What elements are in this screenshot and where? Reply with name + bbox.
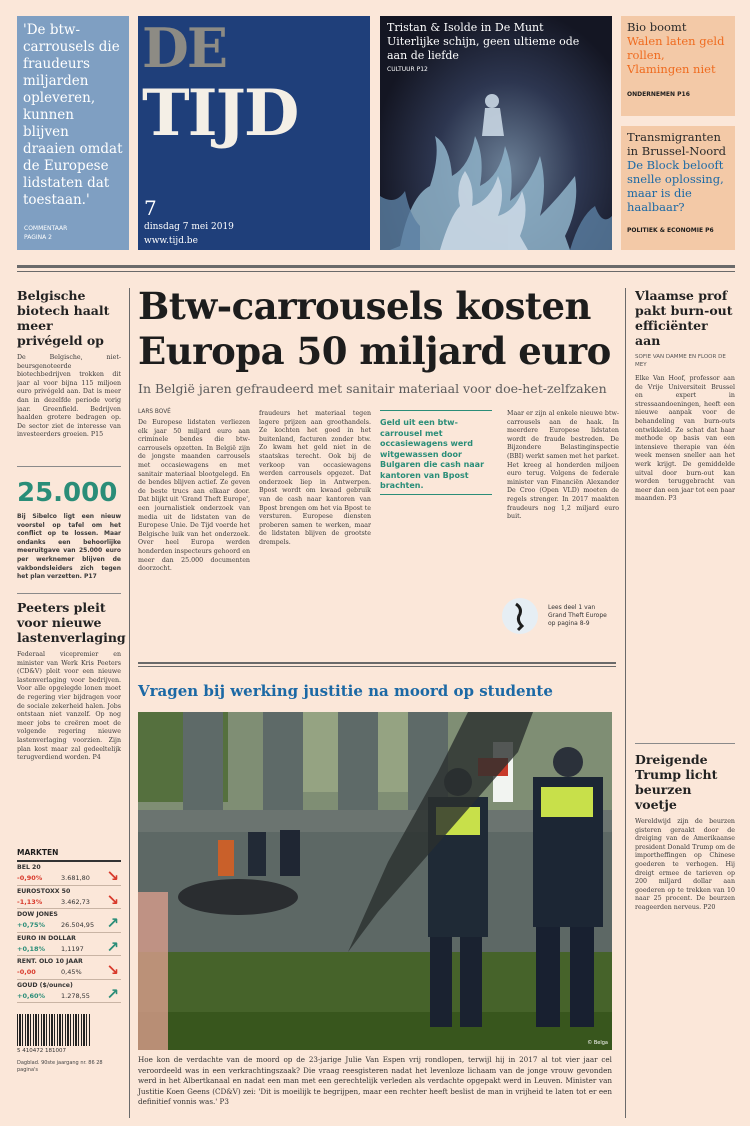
callout-rule-top [380, 410, 492, 411]
burnout-headline[interactable]: Vlaamse prof pakt burn-out efficiënter aan [635, 288, 733, 348]
mid-divider [138, 662, 616, 664]
police-canal-scene [138, 712, 612, 1050]
column-divider-right [625, 288, 626, 1118]
promo-transmigranten-subheadline: De Block belooft snelle oplossing, maar is die haalbaar? [627, 158, 724, 214]
masthead-url[interactable]: www.tijd.be [144, 236, 198, 246]
market-row[interactable] [17, 909, 121, 933]
promo-transmigranten-section: POLITIEK & ECONOMIE P6 [627, 227, 714, 234]
lead-column-1: De Europese lidstaten verliezen elk jaar 50 miljard euro aan criminele bendes die btw-carrousels opzetten. In België zijn de jongste maanden carrousels met occasiewagens en met sanitair materiaal blootgelegd. En de bendes blijven actief. Ze geven de beste trucs aan elkaar door. Dat blijkt uit 'Grand Theft Europe', een journalistiek onderzoek van media uit de lidstaten van de Europese Unie. De Tijd voerde het Belgische luik van het onderzoek. Over heel Europa werden honderden inspecteurs gehoord en meer dan 25.000 documenten doorzocht. [138, 419, 250, 573]
market-change: +0,75% [17, 921, 45, 929]
trump-headline[interactable]: Dreigende Trump licht beurzen voetje [635, 752, 718, 812]
promo-cultuur-title-line: Tristan & Isolde in De Munt [387, 21, 544, 34]
market-row[interactable] [17, 886, 121, 910]
market-value: 3.681,80 [61, 874, 90, 882]
promo-cultuur-subtitle: Uiterlijke schijn, geen ultieme ode aan de liefde [387, 35, 580, 62]
market-name: RENT. OLO 10 JAAR [17, 958, 83, 965]
biotech-body: De Belgische, niet-beursgenoteerde biotechbedrijven trokken dit jaar al voor bijna 115 miljoen euro privégeld aan. Dat is meer dan in dezelfde periode vorig jaar. Greenfield. Bedrijven haalden grotere bedragen op. De sector ziet de interesse van investeerders groeien. P15 [17, 354, 121, 439]
peeters-body: Federaal vicepremier en minister van Werk Kris Peeters (CD&V) pleit voor een nieuwe lastenverlaging voor bedrijven. Voor alle opgelegde lonen moet de regering vier bijdragen voor de sociale zekerheid halen. Jobs ontstaan niet vanzelf. Op nog meer jobs te creëren moet de volgende regering nieuwe lastenverlaging voorzien. Zijn plan kost maar zal gedeeltelijk terugverdiend worden. P4 [17, 651, 121, 762]
market-value: 1,1197 [61, 944, 84, 953]
issue-footer: Dagblad. 90ste jaargang nr. 86 28 pagina's [17, 1060, 103, 1073]
right-divider [635, 743, 735, 744]
promo-cultuur-section: CULTUUR P12 [387, 66, 428, 73]
promo-bio[interactable] [621, 16, 735, 116]
market-change: +0,60% [17, 991, 45, 1000]
arrow-down-icon: ↘ [106, 867, 119, 885]
promo-bio-subheadline: Walen laten geld rollen, Vlamingen niet [627, 34, 725, 76]
lead-subhead: In België jaren gefraudeerd met sanitair materiaal voor doe-het-zelfzaken [138, 381, 607, 396]
left-divider-2 [17, 593, 121, 594]
promo-commentaar-quote: 'De btw-carrousels die fraudeurs miljarden opleveren, kunnen blijven draaien omdat de Europese lidstaten dat toestaan.' [23, 22, 123, 208]
arrow-up-icon: ↗ [106, 937, 119, 956]
masthead [138, 16, 370, 250]
justice-headline[interactable] [138, 682, 618, 700]
barcode-number: 5 410472 181007 [17, 1048, 66, 1054]
lead-column-2: fraudeurs het materiaal tegen lagere prijzen aan groothandels. Ze kochten het goed in het buitenland, facturen zonder btw. Zo kwam het geld niet in de staatskas terecht. Ook bij de verkoop van occasiewagens werden carrousels opgezet. Dat onderzoek liep in Antwerpen. Bpost wordt om kwaad gebruik van de cash naar kantoren van Bpost brengen om het via Bpost te versturen. Europese diensten proberen samen te werken, maar de lidstaten blijven de grootste drempels. [259, 410, 371, 546]
masthead-logo-de: DE [142, 16, 226, 80]
left-column [17, 288, 126, 777]
masthead-date: dinsdag 7 mei 2019 [144, 222, 234, 232]
market-name: EUROSTOXX 50 [17, 887, 71, 895]
market-change: -1,13% [17, 897, 43, 906]
opera-figures-image [380, 76, 612, 250]
justice-photo [138, 712, 612, 1050]
market-value: 0,45% [61, 968, 82, 976]
column-divider-left [129, 288, 130, 1118]
markets-title: MARKTEN [17, 848, 121, 862]
right-column [635, 288, 735, 1068]
map-route-icon [502, 598, 538, 634]
promo-commentaar[interactable] [17, 16, 129, 250]
mid-divider-thin [138, 666, 616, 667]
lead-callout: Geld uit een btw-carrousel met occasiewagens werd witgewassen door Bulgaren die cash naar kantoren van Bpost brachten. [380, 418, 485, 490]
promo-commentaar-section [24, 224, 67, 242]
arrow-up-icon: ↗ [106, 984, 119, 1003]
arrow-down-icon: ↘ [106, 961, 119, 979]
masthead-logo-tijd: TIJD [142, 76, 298, 151]
masthead-day-number: 7 [144, 196, 157, 220]
market-value: 3.462,73 [61, 897, 90, 906]
lead-byline: LARS BOVÉ [138, 409, 171, 415]
arrow-up-icon: ↗ [106, 914, 119, 932]
market-row[interactable] [17, 933, 121, 957]
market-change: +0,18% [17, 944, 45, 953]
promo-bio-headline: Bio boomt [627, 20, 687, 34]
trump-body: Wereldwijd zijn de beurzen gisteren geraakt door de dreiging van de Amerikaanse president Donald Trump om de importheffingen op Chinese goederen te verhogen. Hij dreigt ermee de tarieven op 200 miljard dollar aan goederen op te trekken van 10 naar 25 procent. De beurzen reageerden nerveus. P20 [635, 818, 735, 911]
big-number: 25.000 [17, 478, 118, 508]
burnout-body: Elke Van Hoof, professor aan de Vrije Universiteit Brussel en expert in stressaandoeningen, heeft een nieuwe aanpak voor de behandeling van burn-outs ontwikkeld. Ze schat dat haar methode op basis van een intensieve therapie van één week mensen sneller aan het werk krijgt. De gemiddelde uitval door burn-out kan worden teruggebracht van meer dan een jaar tot een paar maanden. P3 [635, 375, 735, 503]
market-row[interactable] [17, 956, 121, 980]
market-value: 1.278,55 [61, 991, 90, 1000]
lead-headline[interactable]: Btw-carrousels kosten Europa 50 miljard euro [138, 284, 611, 373]
callout-rule-bottom [380, 494, 492, 495]
market-name: DOW JONES [17, 911, 58, 918]
photo-credit: © Belga [587, 1040, 608, 1046]
promo-cultuur[interactable] [380, 16, 612, 250]
top-divider [17, 265, 735, 268]
top-divider-thin [17, 271, 735, 272]
justice-caption: Hoe kon de verdachte van de moord op de 23-jarige Julie Van Espen vrij rondlopen, terwijl hij in 2017 al tot vier jaar cel veroordeeld was in een verkrachtingszaak? Die vraag reesgisteren nadat het levenloze lichaam van de jonge vrouw gevonden werd in het Albertkanaal en nadat een man met een gerechtelijk verleden als verdachte opgepakt werd in Leuven. Minister van Justitie Koen Geens (CD&V) zei: 'Dit is moeilijk te begrijpen, maar een rechter heeft beslist de man in vrijheid te laten tot er een definitief vonnis was.' P3 [138, 1055, 612, 1106]
barcode-icon [17, 1014, 91, 1046]
market-change: -0,90% [17, 874, 43, 882]
big-number-text: Bij Sibelco ligt een nieuw voorstel op tafel om het conflict op te lossen. Maar ondanks een behoorlijke meeruitgave van 25.000 euro per werknemer blijven de vakbondsleiders zich tegen het plan verzetten. P17 [17, 513, 121, 581]
promo-commentaar-section-label: COMMENTAAR [24, 225, 68, 232]
market-value: 26.504,95 [61, 921, 95, 929]
promo-transmigranten-headline: Transmigranten in Brussel-Noord [627, 130, 727, 158]
promo-commentaar-section-page: PAGINA 2 [24, 234, 52, 241]
market-name: BEL 20 [17, 864, 41, 871]
promo-transmigranten[interactable] [621, 126, 735, 250]
burnout-byline: SOFIE VAN DAMME EN FLOOR DE MEY [635, 354, 726, 368]
market-row[interactable] [17, 862, 121, 886]
promo-bio-section: ONDERNEMEN P16 [627, 91, 690, 98]
market-change: -0,00 [17, 968, 36, 976]
lead-column-4: Maar er zijn al enkele nieuwe btw-carrousels aan de haak. In meerdere Europese lidstaten wordt de fraude bestreden. De Bijzondere Belastinginspectie (BBI) werkt samen met het parket. Het kreeg al honderden miljoen euro terug. Volgens de federale minister van Financiën Alexander De Croo (Open VLD) moeten de regels strenger. In 2017 maakten fraudeurs nog 1,2 miljard euro buit. [507, 410, 619, 521]
justice-headline-light: na moord op studente [368, 682, 553, 700]
market-name: EURO IN DOLLAR [17, 934, 76, 942]
peeters-headline[interactable]: Peeters pleit voor nieuwe lastenverlaging [17, 600, 126, 645]
left-divider [17, 466, 121, 467]
markets-panel [17, 848, 121, 1073]
justice-headline-dark: Vragen bij werking justitie [138, 682, 363, 700]
market-rows [17, 862, 121, 1003]
market-name: GOUD ($/ounce) [17, 981, 73, 989]
market-row[interactable] [17, 980, 121, 1004]
lead-reference[interactable]: Lees deel 1 van Grand Theft Europe op pagina 8-9 [548, 604, 607, 627]
arrow-down-icon: ↘ [106, 890, 119, 909]
biotech-headline[interactable]: Belgische biotech haalt meer privégeld op [17, 288, 110, 348]
promo-cultuur-title [387, 21, 587, 63]
